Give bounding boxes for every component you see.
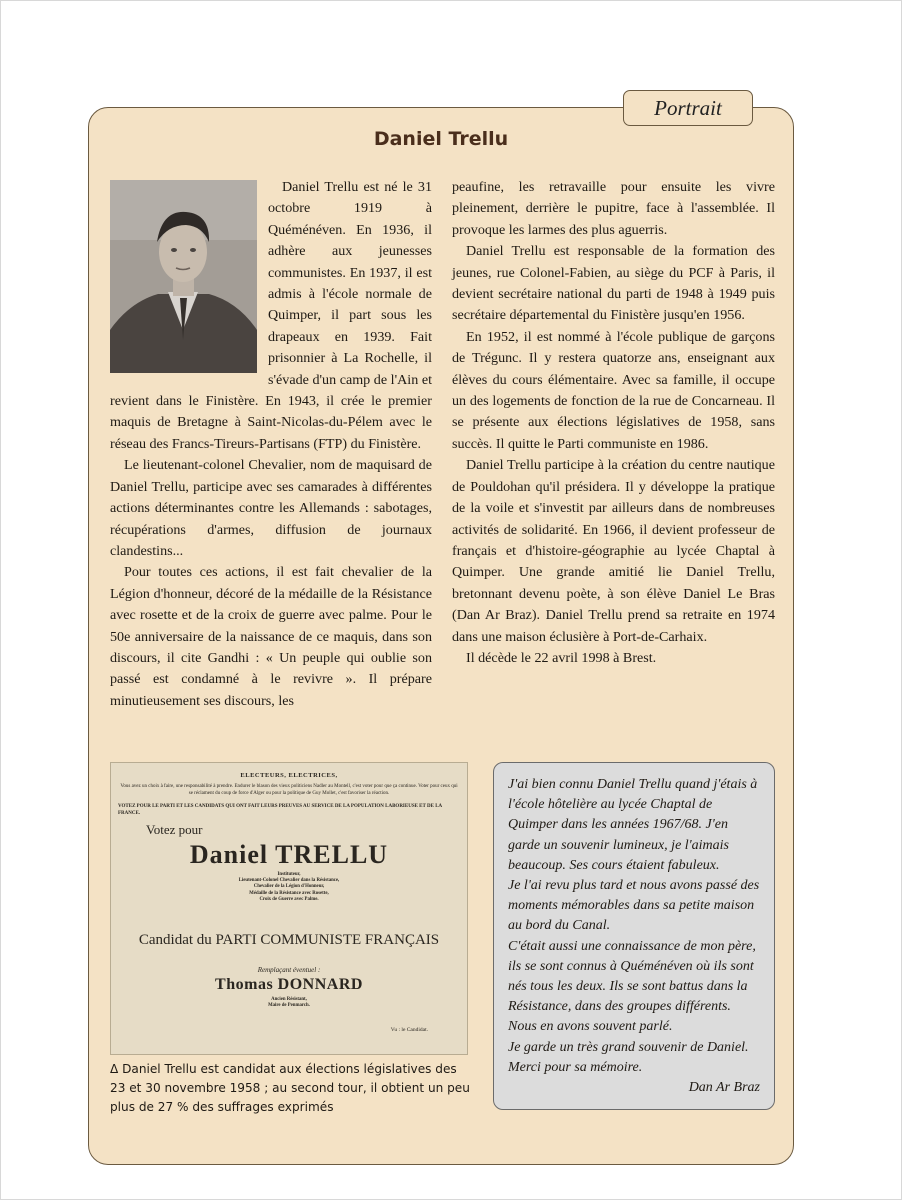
article-paragraph: Il décède le 22 avril 1998 à Brest. xyxy=(466,649,657,666)
poster-appeal: VOTEZ POUR LE PARTI ET LES CANDIDATS QUI ONT FAIT LEURS PREUVES AU SERVICE DE LA POPULATION LABORIEUSE ET DE LA FRANCE. xyxy=(118,804,442,816)
poster-intro: Vous avez un choix à faire, une responsabilité à prendre. Endurer le blason des vieux politiciens Nadler au Montell, c'est voter pour que ça continue. Voter pour ceux qui se réclament du coup de force d'Alger ou pour la politique de Guy Mollet, c'est favoriser la réaction. xyxy=(120,784,458,796)
article-column-left xyxy=(110,177,432,712)
article-paragraph: Daniel Trellu participe à la création du centre nautique de Pouldohan qu'il présidera. Il y développe la pratique de la voile et s'investit par ailleurs dans de nombreuses activités de solidarité. En 1966, il devient professeur de français et d'histoire-géographie au lycée Chaptal à Quimper. Une grande amitié lie Daniel Trellu, bretonnant devenu poète, à son élève Daniel Le Bras (Dan Ar Braz). Daniel Trellu prend sa retraite en 1974 dans une maison éclusière à Port-de-Carhaix. xyxy=(452,457,775,645)
poster-substitute-label: Remplaçant éventuel : xyxy=(257,966,321,974)
testimonial-paragraph: Je l'ai revu plus tard et nous avons passé des moments mémorables dans sa petite maison au bord du Canal. xyxy=(508,878,760,934)
article-paragraph: Pour toutes ces actions, il est fait chevalier de la Légion d'honneur, décoré de la médaille de la Résistance avec rosette et de la croix de guerre avec palme. Pour le 50e anniversaire de la naissance de ce maquis, dans son discours, il cite Gandhi : « Un peuple qui oublie son passé est condamné à le revivre ». Il prépare minutieusement ses discours, les xyxy=(110,564,432,709)
article-paragraph: peaufine, les retravaille pour ensuite les vivre pleinement, derrière le pupitre, face à l'assemblée. Il provoque les larmes des plus aguerris. xyxy=(452,179,775,238)
article-paragraph: En 1952, il est nommé à l'école publique de garçons de Trégunc. Il y restera quatorze ans, enseignant aux élèves du cours élémentaire. Avec sa famille, il occupe un des logements de fonction de la rue de Concarneau. Il se présente aux élections législatives de 1958, sans succès. Il quitte le Parti communiste en 1986. xyxy=(452,328,775,452)
poster-credentials: Instituteur, Lieutenant-Colonel Chevalier dans la Résistance, Chevalier de la Légion d'Honneur, Médaille de la Résistance avec Rosette, Croix de Guerre avec Palme. xyxy=(238,872,340,902)
article-column-right xyxy=(452,177,775,669)
poster-approved: Vu : le Candidat. xyxy=(390,1027,428,1033)
poster-heading: ELECTEURS, ELECTRICES, xyxy=(240,772,338,779)
testimonial-paragraph: C'était aussi une connaissance de mon père, ils se sont connus à Quéménéven où ils sont nés tous les deux. Ils se sont battus dans la Résistance, dans des groupes différents. Nous en avons souvent parlé. xyxy=(508,938,756,1035)
testimonial-paragraph: Je garde un très grand souvenir de Daniel. Merci pour sa mémoire. xyxy=(508,1039,749,1075)
poster-vote-for: Votez pour xyxy=(146,822,203,837)
poster-party: Candidat du PARTI COMMUNISTE FRANÇAIS xyxy=(138,932,440,948)
poster-substitute: Thomas DONNARD xyxy=(215,976,363,993)
testimonial-paragraph: J'ai bien connu Daniel Trellu quand j'étais à l'école hôtelière au lycée Chaptal de Quimper dans les années 1967/68. J'en garde un souvenir lumineux, je l'aimais beaucoup. Ses cours étaient fabuleux. xyxy=(508,777,758,873)
poster-caption: Δ Daniel Trellu est candidat aux élections législatives des 23 et 30 novembre 1958 ; au second tour, il obtient un peu plus de 27 % des suffrages exprimés xyxy=(110,1062,470,1114)
testimonial-signature: Dan Ar Braz xyxy=(688,1080,760,1096)
election-poster xyxy=(110,762,468,1055)
article-paragraph: Le lieutenant-colonel Chevalier, nom de maquisard de Daniel Trellu, participe avec ses camarades à différentes actions déterminantes contre les Allemands : sabotages, récupérations d'armes, diffusion de journaux clandestins... xyxy=(110,457,432,559)
poster-candidate: Daniel TRELLU xyxy=(189,840,389,869)
testimonial-box xyxy=(493,762,775,1110)
article-paragraph: Daniel Trellu est né le 31 octobre 1919 à Quéménéven. En 1936, il adhère aux jeunesses communistes. En 1937, il est admis à l'école normale de Quimper, il part sous les drapeaux en 1939. Fait prisonnier à La Rochelle, il s'évade d'un camp de l'Ain et revient dans le Finistère. En 1943, il crée le premier maquis de Bretagne à Saint-Nicolas-du-Pélem avec le réseau des Francs-Tireurs-Partisans (FTP) du Finistère. xyxy=(110,179,432,452)
article-paragraph: Daniel Trellu est responsable de la formation des jeunes, rue Colonel-Fabien, au siège du PCF à Paris, il devient secrétaire national du parti de 1948 à 1949 puis secrétaire départemental du Finistère jusqu'en 1956. xyxy=(452,243,775,324)
poster-substitute-details: Ancien Résistant, Maire de Penmarch. xyxy=(268,997,310,1009)
section-tab: Portrait xyxy=(623,90,753,126)
article-title: Daniel Trellu xyxy=(373,128,509,150)
